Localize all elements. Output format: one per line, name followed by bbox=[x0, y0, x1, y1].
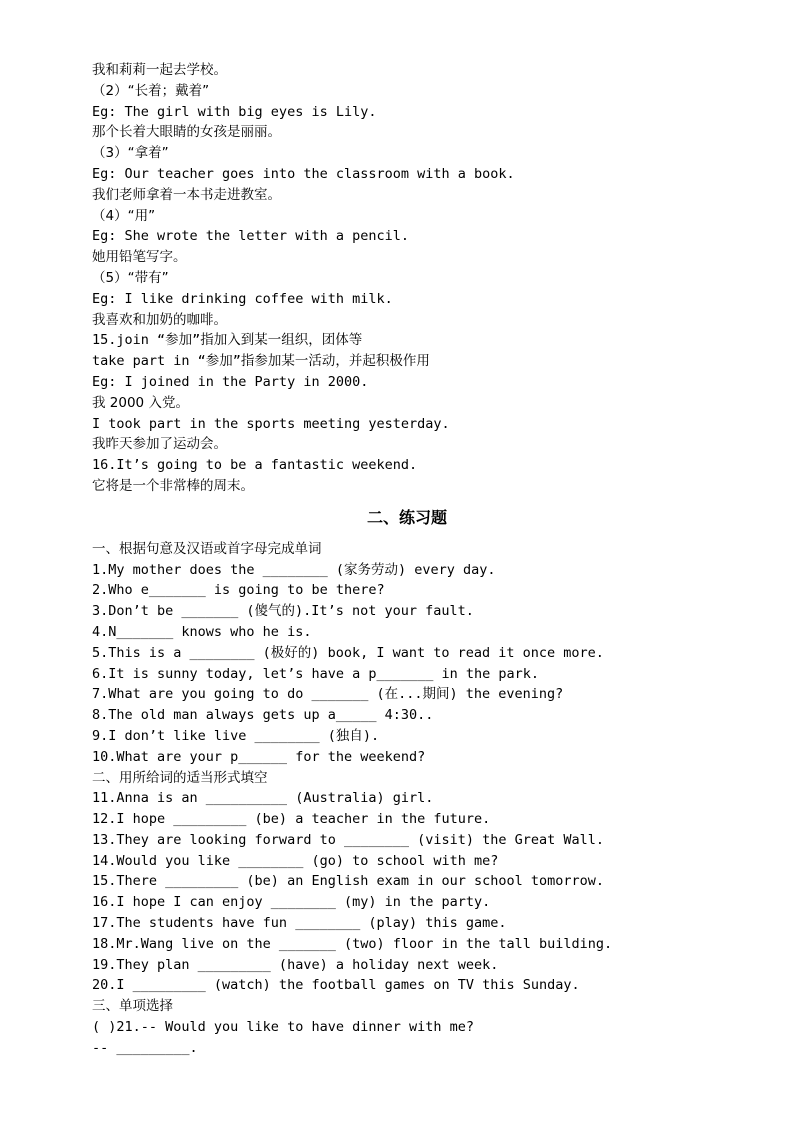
exercise-line: ( )21.-- Would you like to have dinner with me? bbox=[92, 1019, 475, 1036]
note-line: （3）“拿着” bbox=[92, 145, 169, 162]
note-line: 16.It’s going to be a fantastic weekend. bbox=[92, 457, 418, 474]
exercise-line: 15.There _________ (be) an English exam in our school tomorrow. bbox=[92, 873, 605, 890]
note-line: 15.join “参加”指加入到某一组织，团体等 bbox=[92, 332, 363, 349]
exercise-line: 11.Anna is an __________ (Australia) girl. bbox=[92, 790, 434, 807]
exercise-line: 20.I _________ (watch) the football games on TV this Sunday. bbox=[92, 977, 580, 994]
note-line: Eg: I like drinking coffee with milk. bbox=[92, 290, 393, 307]
note-line: Eg: I joined in the Party in 2000. bbox=[92, 373, 369, 390]
exercise-line: 5.This is a ________ (极好的) book, I want to read it once more. bbox=[92, 644, 604, 661]
note-line: 我们老师拿着一本书走进教室。 bbox=[92, 186, 281, 203]
note-line: I took part in the sports meeting yesterday. bbox=[92, 415, 450, 432]
exercise-line: 三、单项选择 bbox=[92, 998, 173, 1015]
exercise-line: 9.I don’t like live ________ (独自). bbox=[92, 727, 380, 744]
note-line: take part in “参加”指参加某一活动，并起积极作用 bbox=[92, 353, 430, 370]
note-line: Eg: Our teacher goes into the classroom with a book. bbox=[92, 165, 515, 182]
exercise-line: 14.Would you like ________ (go) to school with me? bbox=[92, 852, 499, 869]
note-line: 她用铅笔写字。 bbox=[92, 249, 187, 266]
exercise-line: 一、根据句意及汉语或首字母完成单词 bbox=[92, 540, 322, 557]
exercise-line: 2.Who e_______ is going to be there? bbox=[92, 582, 385, 599]
note-line: 它将是一个非常棒的周末。 bbox=[92, 477, 254, 494]
exercise-line: 二、用所给词的适当形式填空 bbox=[92, 769, 268, 786]
note-line: Eg: The girl with big eyes is Lily. bbox=[92, 103, 377, 120]
note-line: 我和莉莉一起去学校。 bbox=[92, 62, 227, 78]
exercise-line: 8.The old man always gets up a_____ 4:30.. bbox=[92, 707, 434, 724]
exercise-list bbox=[92, 539, 722, 1059]
exercise-line: 17.The students have fun ________ (play) this game. bbox=[92, 915, 507, 932]
note-line: 我 2000 入党。 bbox=[92, 394, 189, 411]
note-line: （5）“带有” bbox=[92, 269, 169, 286]
exercise-line: 10.What are your p______ for the weekend? bbox=[92, 748, 426, 765]
exercise-line: 18.Mr.Wang live on the _______ (two) floor in the tall building. bbox=[92, 935, 613, 952]
exercise-line: -- _________. bbox=[92, 1039, 198, 1056]
exercise-line: 13.They are looking forward to ________ (visit) the Great Wall. bbox=[92, 831, 605, 848]
note-line: （4）“用” bbox=[92, 207, 156, 224]
note-line: （2）“长着；戴着” bbox=[92, 82, 210, 99]
exercise-line: 12.I hope _________ (be) a teacher in the future. bbox=[92, 811, 491, 828]
exercise-line: 6.It is sunny today, let’s have a p_______ in the park. bbox=[92, 665, 540, 682]
grammar-notes bbox=[92, 60, 722, 497]
note-line: 我昨天参加了运动会。 bbox=[92, 436, 227, 453]
note-line: 那个长着大眼睛的女孩是丽丽。 bbox=[92, 124, 281, 141]
exercise-line: 3.Don’t be _______ (傻气的).It’s not your fault. bbox=[92, 603, 474, 620]
exercise-line: 16.I hope I can enjoy ________ (my) in the party. bbox=[92, 894, 491, 911]
section-title: 二、练习题 bbox=[366, 507, 447, 527]
note-line: 我喜欢和加奶的咖啡。 bbox=[92, 311, 227, 328]
note-line: Eg: She wrote the letter with a pencil. bbox=[92, 228, 409, 245]
exercise-line: 7.What are you going to do _______ (在...期间) the evening? bbox=[92, 686, 564, 703]
exercise-line: 19.They plan _________ (have) a holiday next week. bbox=[92, 956, 499, 973]
page-content bbox=[92, 60, 722, 1059]
exercise-line: 1.My mother does the ________ (家务劳动) every day. bbox=[92, 561, 496, 578]
exercise-line: 4.N_______ knows who he is. bbox=[92, 623, 312, 640]
